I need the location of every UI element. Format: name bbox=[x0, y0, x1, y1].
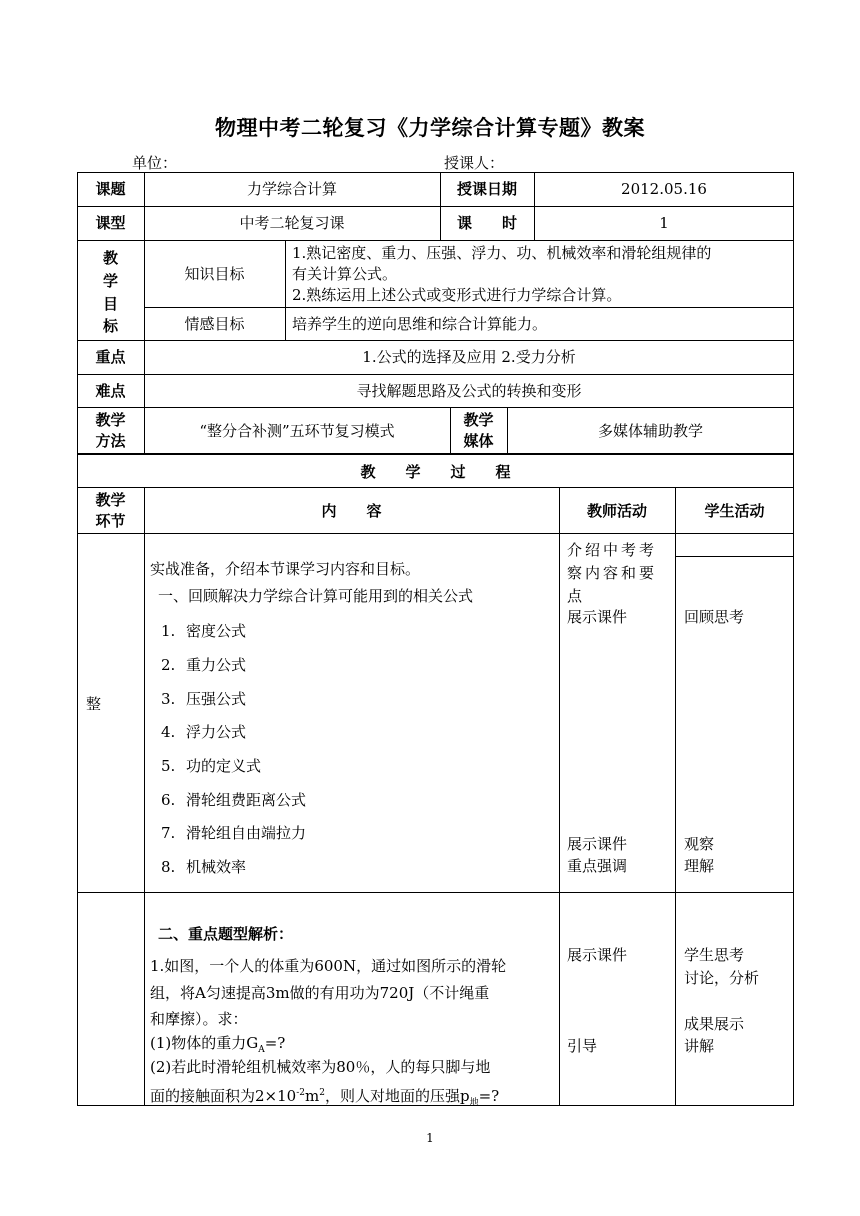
student-activity: 理解 bbox=[684, 857, 715, 875]
key-points-label: 重点 bbox=[95, 348, 126, 366]
teacher-label: 授课人： bbox=[444, 154, 505, 172]
topic-value: 力学综合计算 bbox=[246, 180, 337, 198]
teacher-activity: 展示课件 bbox=[567, 835, 628, 853]
teacher-activity: 重点强调 bbox=[567, 857, 628, 875]
table-rule bbox=[77, 340, 794, 341]
stage-label: 整 bbox=[86, 695, 102, 713]
table-rule bbox=[77, 892, 794, 893]
student-activity: 回顾思考 bbox=[684, 608, 745, 626]
hours-label: 课 时 bbox=[456, 214, 517, 232]
table-rule bbox=[285, 240, 286, 340]
content-column-header: 内 容 bbox=[321, 502, 382, 520]
section1-heading: 一、回顾解决力学综合计算可能用到的相关公式 bbox=[158, 587, 474, 605]
formula-item-text: 密度公式 bbox=[186, 622, 247, 640]
student-activity: 学生思考 bbox=[684, 946, 745, 964]
student-activity: 讨论，分析 bbox=[684, 969, 760, 987]
table-rule bbox=[77, 487, 794, 488]
table-rule bbox=[77, 240, 794, 241]
difficulty-text: 寻找解题思路及公式的转换和变形 bbox=[356, 382, 582, 400]
formula-item-text: 重力公式 bbox=[186, 656, 247, 674]
problem-question-1: (1)物体的重力$G_A=$? bbox=[150, 1034, 286, 1055]
formula-item-number: 4. bbox=[161, 723, 176, 741]
method-label: 方法 bbox=[95, 432, 126, 450]
teacher-activity: 介绍中考考 bbox=[567, 541, 658, 559]
table-rule bbox=[77, 206, 794, 207]
table-rule bbox=[675, 556, 794, 557]
table-rule bbox=[144, 307, 794, 308]
emotion-goal-text: 培养学生的逆向思维和综合计算能力。 bbox=[292, 315, 548, 333]
type-label: 课型 bbox=[95, 214, 126, 232]
problem-line: 1.如图，一个人的体重为600N，通过如图所示的滑轮 bbox=[150, 957, 507, 975]
formula-item-number: 5. bbox=[161, 757, 176, 775]
student-column-header: 学生活动 bbox=[704, 502, 765, 520]
section2-heading: 二、重点题型解析： bbox=[158, 925, 294, 943]
section1-intro: 实战准备，介绍本节课学习内容和目标。 bbox=[150, 560, 421, 578]
stage-column-header: 教学 bbox=[95, 491, 126, 509]
date-value: 2012.05.16 bbox=[621, 180, 707, 198]
formula-item-number: 8. bbox=[161, 858, 176, 876]
goals-label-char: 教 bbox=[102, 249, 118, 267]
emotion-goal-label: 情感目标 bbox=[184, 315, 245, 333]
knowledge-goal-label: 知识目标 bbox=[184, 265, 245, 283]
goals-label-char: 目 bbox=[102, 295, 118, 313]
formula-item-text: 滑轮组自由端拉力 bbox=[186, 824, 307, 842]
date-label: 授课日期 bbox=[456, 180, 517, 198]
student-activity: 成果展示 bbox=[684, 1015, 745, 1033]
formula-item-text: 功的定义式 bbox=[186, 757, 262, 775]
teacher-activity: 察内容和要 bbox=[567, 564, 658, 582]
teacher-activity: 展示课件 bbox=[567, 608, 628, 626]
table-rule bbox=[675, 487, 676, 1106]
formula-item-number: 3. bbox=[161, 690, 176, 708]
key-points-text: 1.公式的选择及应用 2.受力分析 bbox=[362, 348, 576, 366]
student-activity: 讲解 bbox=[684, 1037, 715, 1055]
teacher-activity: 展示课件 bbox=[567, 946, 628, 964]
goals-label-char: 标 bbox=[102, 317, 118, 335]
formula-item-number: 1. bbox=[161, 622, 176, 640]
media-label: 媒体 bbox=[463, 432, 494, 450]
table-rule bbox=[77, 374, 794, 375]
document-title: 物理中考二轮复习《力学综合计算专题》教案 bbox=[215, 116, 645, 140]
hours-value: 1 bbox=[659, 214, 669, 232]
formula-item-text: 滑轮组费距离公式 bbox=[186, 791, 307, 809]
type-value: 中考二轮复习课 bbox=[239, 214, 345, 232]
table-rule bbox=[77, 533, 794, 534]
formula-item-text: 浮力公式 bbox=[186, 723, 247, 741]
table-rule bbox=[144, 487, 145, 1106]
knowledge-goal-line: 有关计算公式。 bbox=[292, 265, 398, 283]
difficulty-label: 难点 bbox=[95, 382, 126, 400]
knowledge-goal-line: 2.熟练运用上述公式或变形式进行力学综合计算。 bbox=[292, 286, 622, 304]
page-number: 1 bbox=[426, 1131, 434, 1145]
student-activity: 观察 bbox=[684, 835, 715, 853]
topic-label: 课题 bbox=[95, 180, 126, 198]
problem-line: (2)若此时滑轮组机械效率为80％，人的每只脚与地 bbox=[150, 1058, 491, 1076]
media-text: 多媒体辅助教学 bbox=[597, 422, 703, 440]
problem-line: 和摩擦）。求： bbox=[150, 1010, 248, 1028]
formula-item-number: 2. bbox=[161, 656, 176, 674]
table-rule bbox=[559, 487, 560, 1106]
stage-column-header: 环节 bbox=[95, 512, 126, 530]
goals-label-char: 学 bbox=[102, 272, 118, 290]
teacher-column-header: 教师活动 bbox=[586, 502, 647, 520]
method-text: “整分合补测”五环节复习模式 bbox=[199, 422, 395, 440]
problem-question-2-end: 面的接触面积为$2\times 10^{-2}m^2$，则人对地面的压强$p_地=$? bbox=[150, 1087, 500, 1108]
formula-item-text: 机械效率 bbox=[186, 858, 247, 876]
method-label: 教学 bbox=[95, 411, 126, 429]
media-label: 教学 bbox=[463, 411, 494, 429]
problem-line: 组，将A匀速提高3m做的有用功为720J（不计绳重 bbox=[150, 984, 490, 1002]
process-header: 教 学 过 程 bbox=[360, 463, 511, 481]
teacher-activity: 引导 bbox=[567, 1037, 598, 1055]
formula-item-number: 6. bbox=[161, 791, 176, 809]
teacher-activity: 点 bbox=[567, 587, 583, 605]
knowledge-goal-line: 1.熟记密度、重力、压强、浮力、功、机械效率和滑轮组规律的 bbox=[292, 244, 712, 262]
table-rule bbox=[77, 407, 794, 408]
unit-label: 单位： bbox=[132, 154, 178, 172]
formula-item-number: 7. bbox=[161, 824, 176, 842]
formula-item-text: 压强公式 bbox=[186, 690, 247, 708]
